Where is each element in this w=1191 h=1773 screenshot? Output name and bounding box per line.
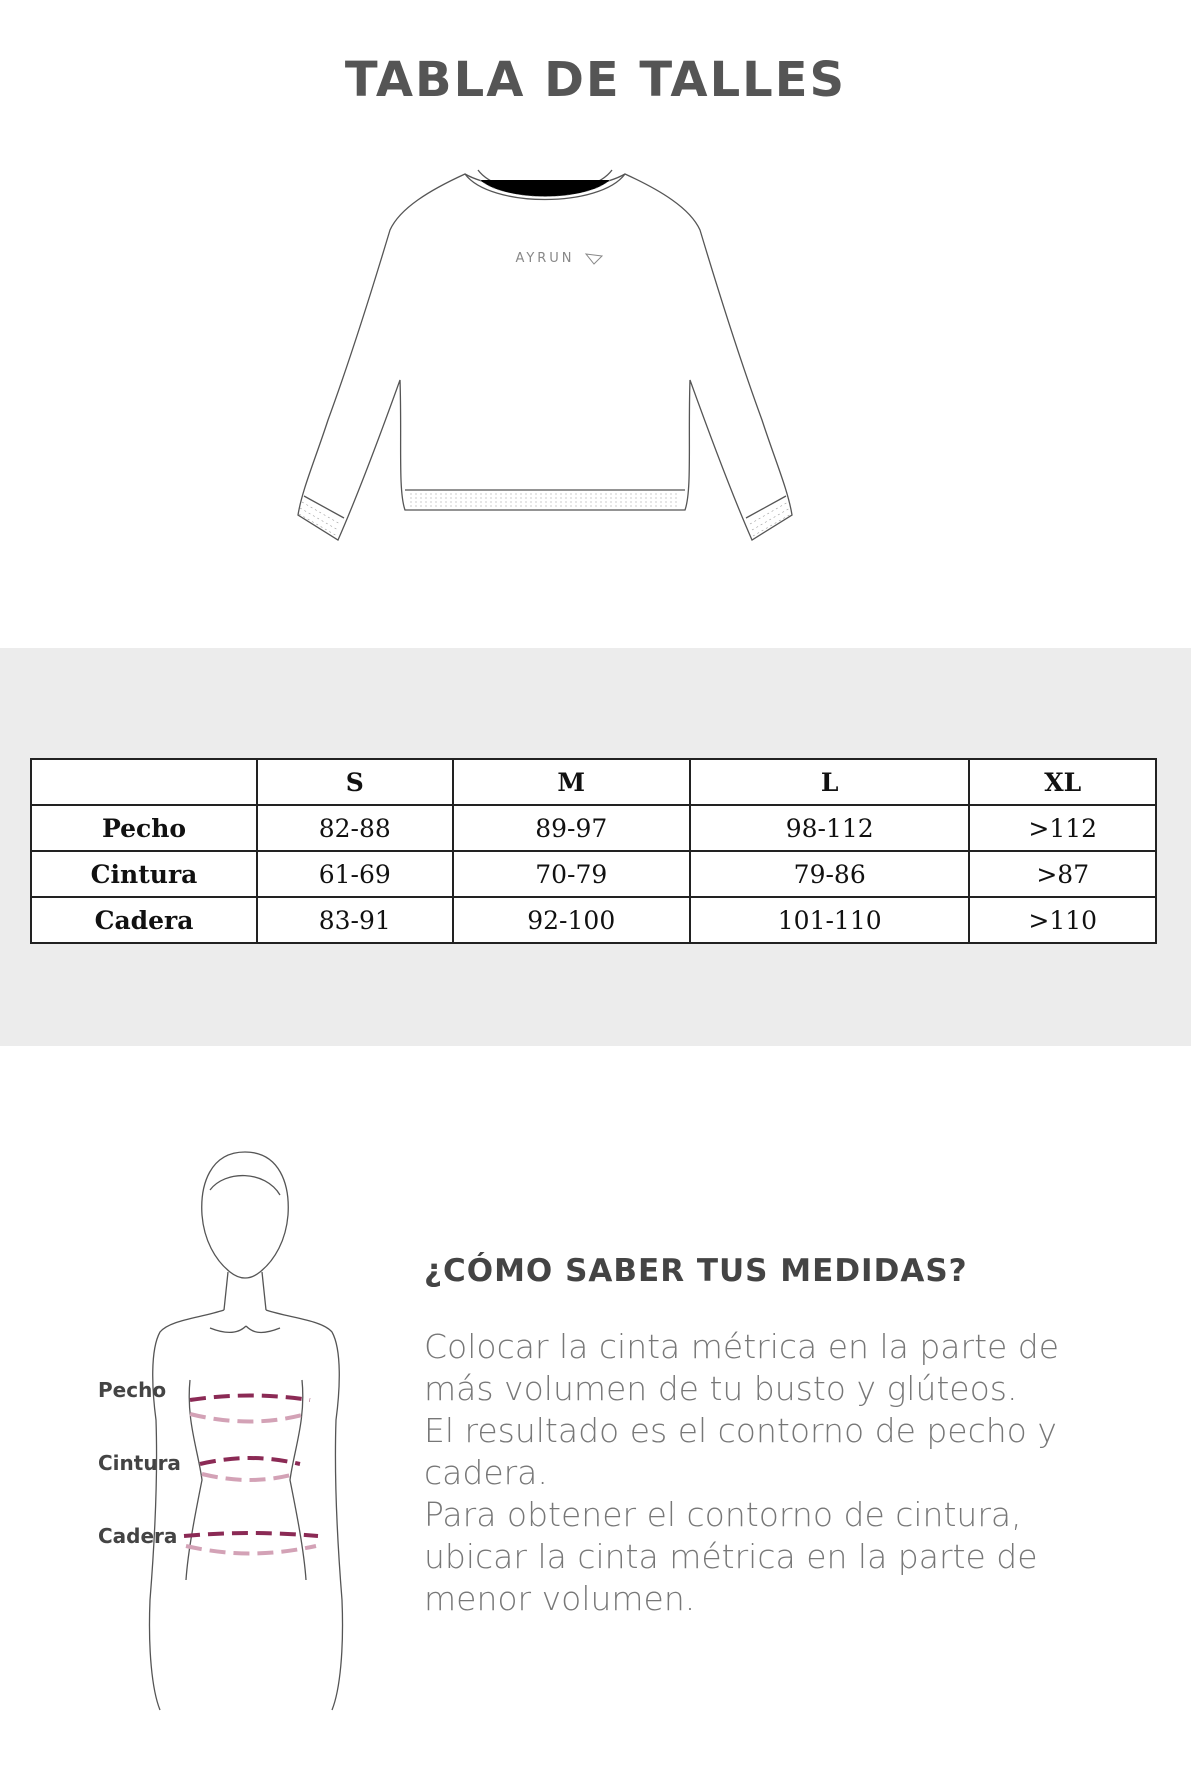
table-header-cell: L xyxy=(690,759,969,805)
howto-title: ¿CÓMO SABER TUS MEDIDAS? xyxy=(424,1253,968,1289)
chest-measure-back xyxy=(190,1414,306,1422)
hip-measure-front xyxy=(184,1533,318,1536)
logo-text: AYRUN xyxy=(515,251,575,266)
table-cell: 89-97 xyxy=(453,805,690,851)
table-header-cell: XL xyxy=(969,759,1156,805)
table-cell: >112 xyxy=(969,805,1156,851)
table-cell: >87 xyxy=(969,851,1156,897)
size-table xyxy=(30,758,1157,944)
hip-measure-back xyxy=(186,1546,316,1554)
table-cell: 79-86 xyxy=(690,851,969,897)
table-cell: 98-112 xyxy=(690,805,969,851)
chest-measure-front xyxy=(190,1396,310,1401)
table-cell: >110 xyxy=(969,897,1156,943)
hip-label: Cadera xyxy=(98,1524,178,1548)
waist-measure-front xyxy=(200,1458,300,1464)
table-cell: 92-100 xyxy=(453,897,690,943)
table-header-cell xyxy=(31,759,257,805)
table-header-cell: M xyxy=(453,759,690,805)
row-label: Pecho xyxy=(31,805,257,851)
table-cell: 83-91 xyxy=(257,897,453,943)
table-cell: 82-88 xyxy=(257,805,453,851)
table-row xyxy=(31,805,1156,851)
row-label: Cintura xyxy=(31,851,257,897)
table-cell: 61-69 xyxy=(257,851,453,897)
waist-label: Cintura xyxy=(98,1451,181,1475)
page-title: TABLA DE TALLES xyxy=(344,52,847,108)
table-row xyxy=(31,897,1156,943)
table-cell: 70-79 xyxy=(453,851,690,897)
waist-measure-back xyxy=(202,1474,295,1480)
table-row xyxy=(31,851,1156,897)
logo-mark-icon xyxy=(586,254,602,264)
chest-label: Pecho xyxy=(98,1378,167,1402)
sweater-illustration xyxy=(290,160,900,580)
table-header-cell: S xyxy=(257,759,453,805)
table-cell: 101-110 xyxy=(690,897,969,943)
table-header-row xyxy=(31,759,1156,805)
body-figure-illustration xyxy=(90,1150,420,1750)
howto-text: Colocar la cinta métrica en la parte de más volumen de tu busto y glúteos. El resultado es el contorno de pecho y cadera. Para obtener el contorno de cintura, ubicar la cinta métrica en la parte de menor volumen. xyxy=(424,1327,1060,1618)
row-label: Cadera xyxy=(31,897,257,943)
